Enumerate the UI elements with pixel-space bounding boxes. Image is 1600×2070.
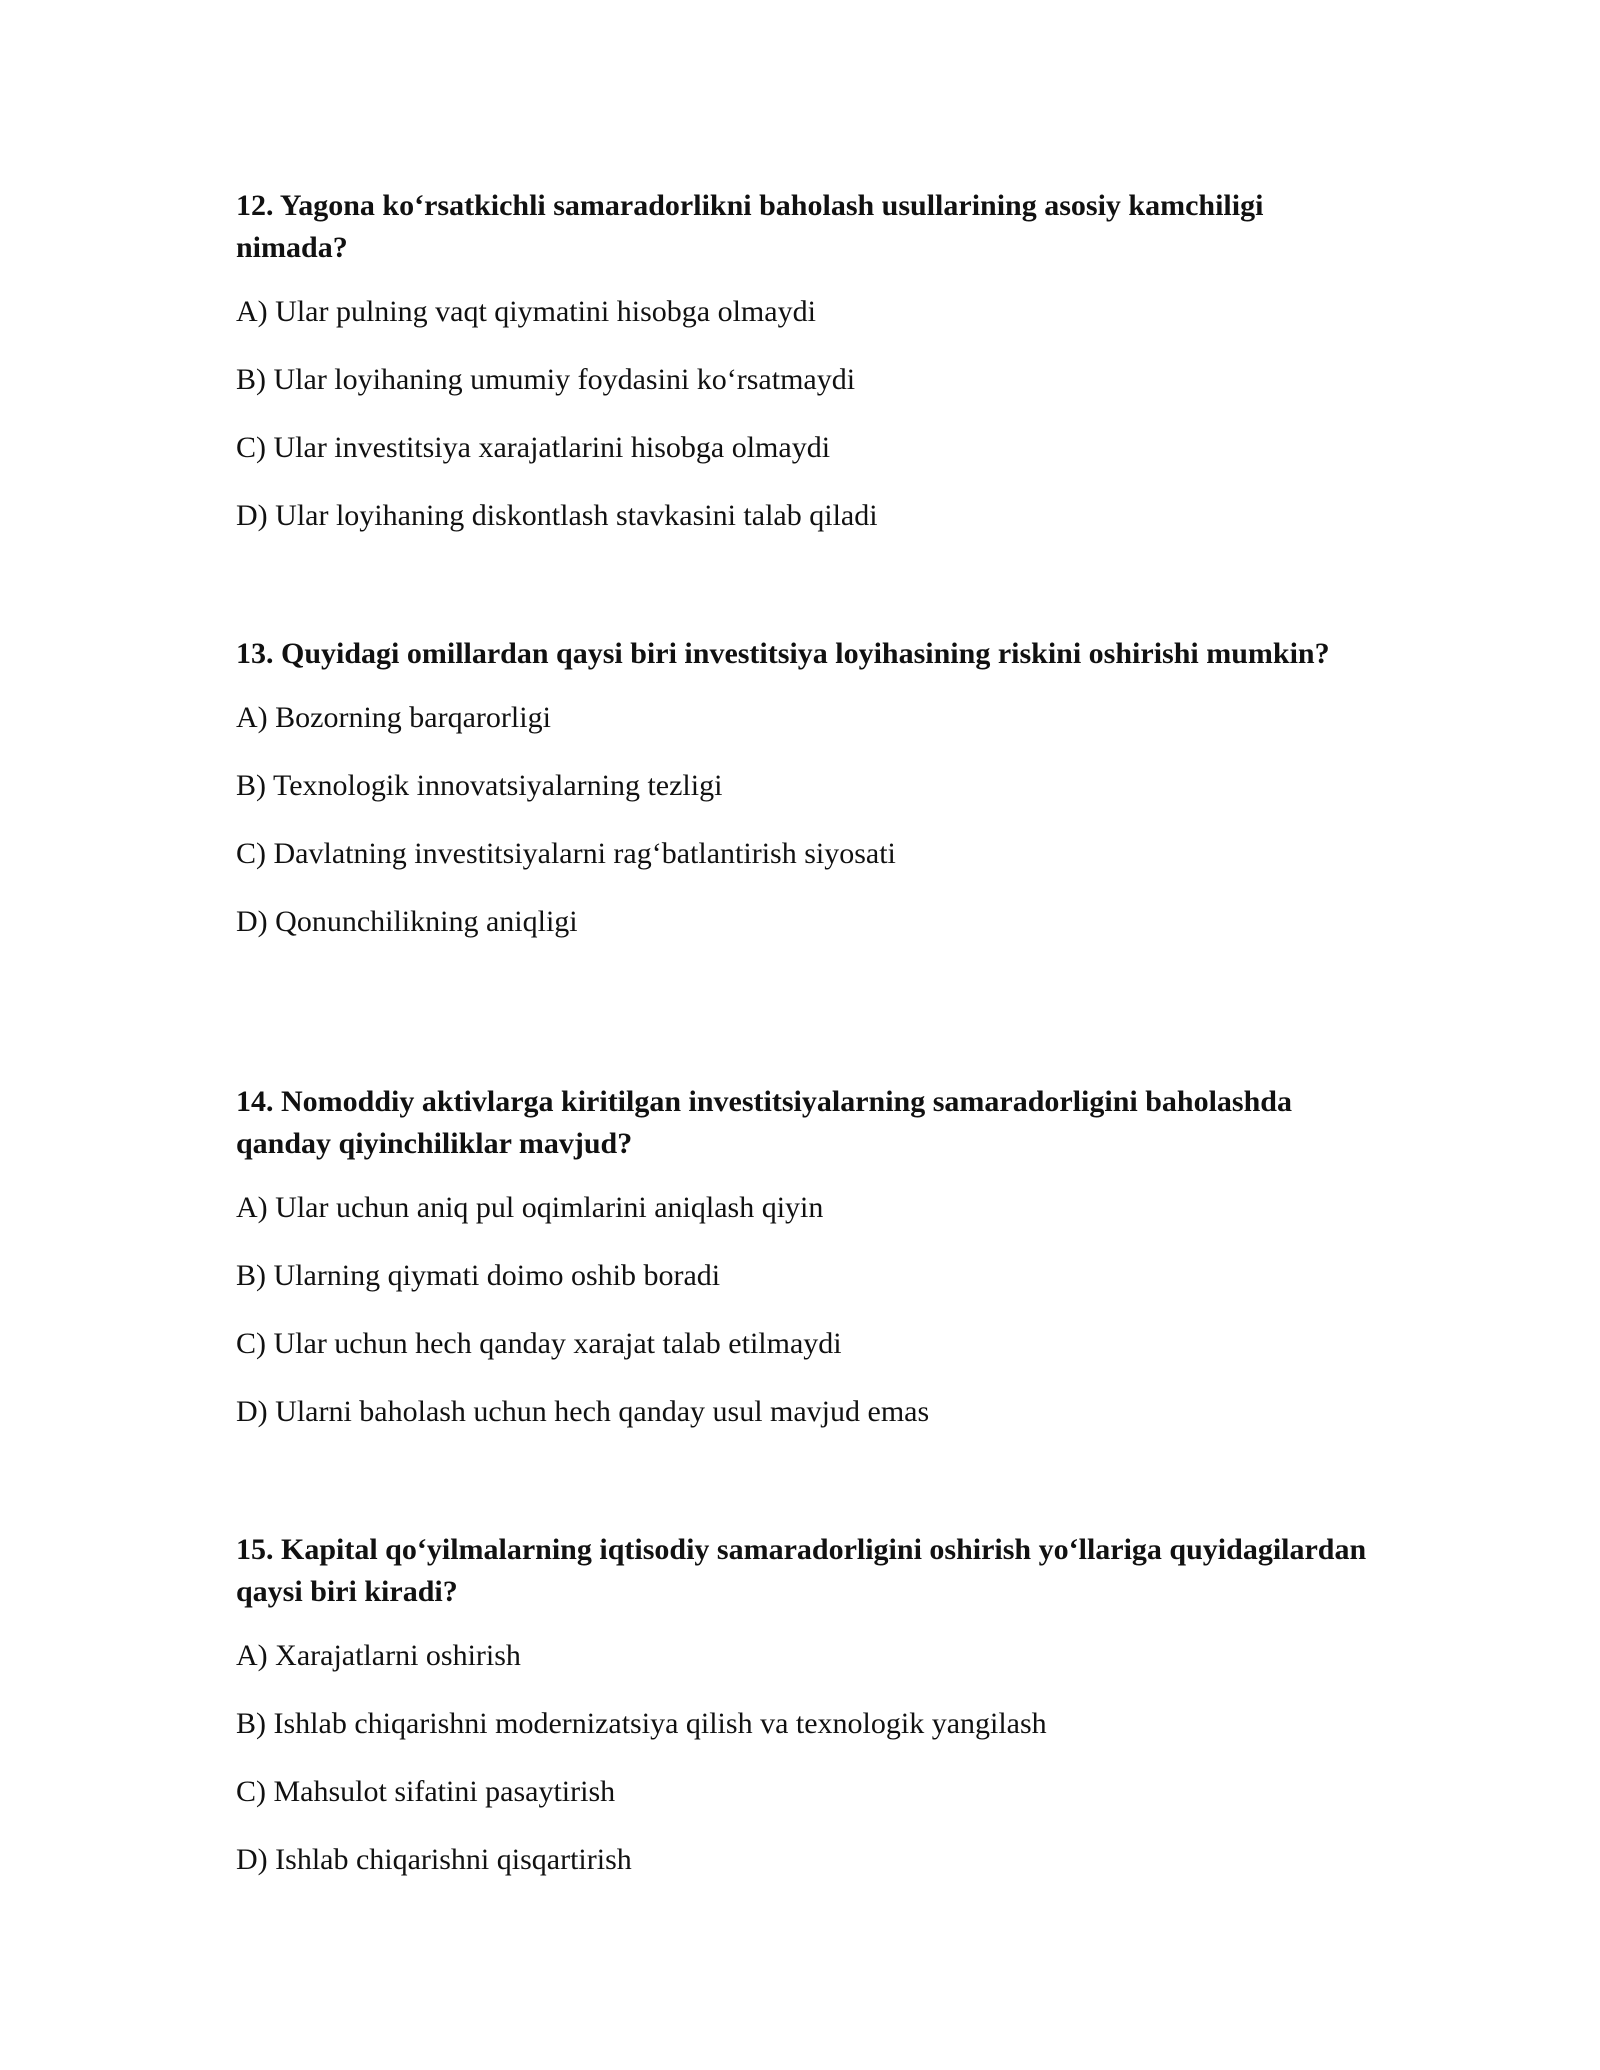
answer-option-d: D) Ishlab chiqarishni qisqartirish	[236, 1843, 632, 1876]
answer-option-b: B) Ishlab chiqarishni modernizatsiya qilish va texnologik yangilash	[236, 1707, 1047, 1740]
answer-option-a: A) Ular uchun aniq pul oqimlarini aniqlash qiyin	[236, 1191, 824, 1224]
answer-option-c: C) Mahsulot sifatini pasaytirish	[236, 1775, 616, 1808]
answer-option-a: A) Ular pulning vaqt qiymatini hisobga olmaydi	[236, 295, 816, 328]
question-15	[236, 1529, 1376, 1907]
question-title: 13. Quyidagi omillardan qaysi biri investitsiya loyihasining riskini oshirishi mumkin?	[236, 637, 1330, 670]
answer-option-b: B) Ular loyihaning umumiy foydasini ko‘rsatmaydi	[236, 363, 856, 396]
answer-option-d: D) Ularni baholash uchun hech qanday usul mavjud emas	[236, 1395, 930, 1428]
question-title: 12. Yagona ko‘rsatkichli samaradorlikni baholash usullarining asosiy kamchiligi nimada?	[236, 189, 1264, 264]
answer-option-a: A) Bozorning barqarorligi	[236, 701, 551, 734]
answer-option-b: B) Texnologik innovatsiyalarning tezligi	[236, 769, 723, 802]
question-13	[236, 633, 1376, 969]
question-title: 15. Kapital qo‘yilmalarning iqtisodiy samaradorligini oshirish yo‘llariga quyidagilardan qaysi biri kiradi?	[236, 1533, 1367, 1608]
answer-option-a: A) Xarajatlarni oshirish	[236, 1639, 521, 1672]
answer-option-d: D) Ular loyihaning diskontlash stavkasini talab qiladi	[236, 499, 878, 532]
answer-option-d: D) Qonunchilikning aniqligi	[236, 905, 578, 938]
answer-option-c: C) Ular investitsiya xarajatlarini hisobga olmaydi	[236, 431, 831, 464]
question-12	[236, 185, 1376, 563]
question-14	[236, 1081, 1376, 1459]
answer-option-c: C) Ular uchun hech qanday xarajat talab etilmaydi	[236, 1327, 842, 1360]
answer-option-c: C) Davlatning investitsiyalarni rag‘batlantirish siyosati	[236, 837, 896, 870]
answer-option-b: B) Ularning qiymati doimo oshib boradi	[236, 1259, 721, 1292]
question-title: 14. Nomoddiy aktivlarga kiritilgan investitsiyalarning samaradorligini baholashda qanday qiyinchiliklar mavjud?	[236, 1085, 1292, 1160]
